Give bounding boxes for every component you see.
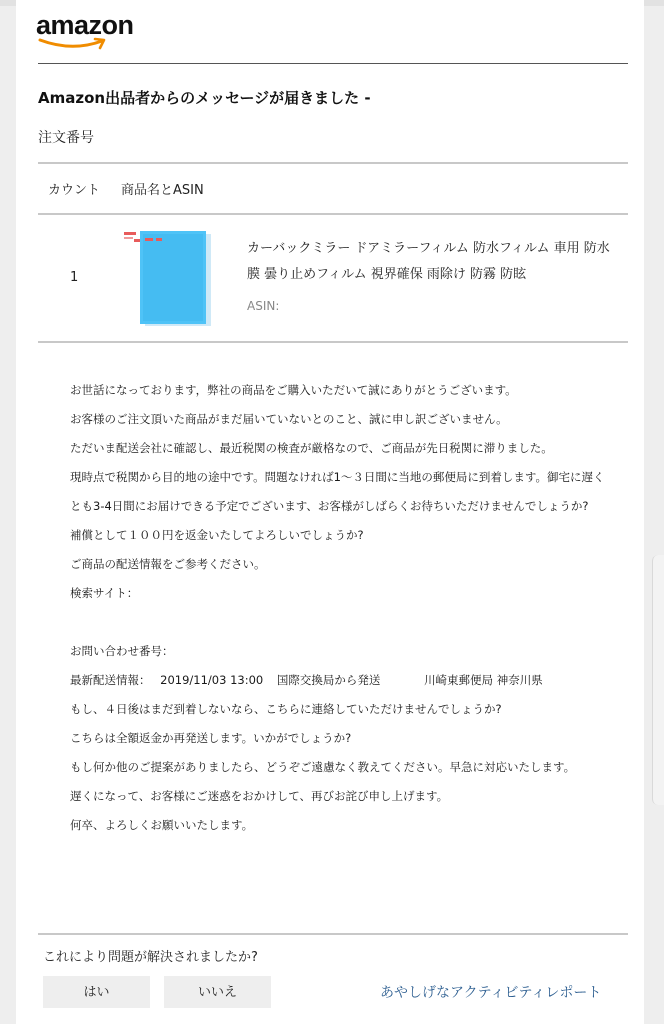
shipping-label: 最新配送情報： [70, 673, 151, 687]
table-header-divider [38, 213, 628, 215]
amazon-smile-arrow-icon [38, 37, 112, 51]
feedback-divider [38, 933, 628, 935]
message-line: 検索サイト： [70, 586, 139, 600]
message-line: 遅くになって、お客様にご迷惑をおかけして、再びお詫び申し上げます。 [70, 789, 449, 803]
product-image[interactable] [119, 225, 215, 329]
message-line: もし何か他のご提案がありましたら、どうぞご遠慮なく教えてください。早急に対応いたします。 [70, 760, 576, 774]
message-page [16, 0, 644, 1024]
logo-text: amazon [36, 10, 134, 40]
message-line: 現時点で税関から目的地の途中です。問題なければ1～３日間に当地の郵便局に到着します。御宅に遅くとも3-4日間にお届けできる予定でございます、お客様がしばらくお待ちいただけませんでしょうか? [70, 470, 605, 513]
scrollbar[interactable] [652, 555, 664, 805]
table-bottom-divider [38, 341, 628, 343]
item-count: 1 [70, 270, 79, 285]
message-line: お世話になっております，弊社の商品をご購入いただいて誠にありがとうございます。 [70, 383, 517, 397]
product-title-link[interactable]: カーバックミラー ドアミラーフィルム 防水フィルム 車用 防水膜 曇り止めフィルム 視界確保 雨除け 防霧 防眩 [247, 241, 610, 282]
seller-message [70, 376, 610, 840]
message-line: こちらは全額返金か再発送します。いかがでしょうか? [70, 731, 352, 745]
shipping-location: 川崎東郵便局 神奈川県 [424, 673, 543, 687]
message-line: お問い合わせ番号： [70, 644, 174, 658]
shipping-status: 国際交換局から発送 [276, 673, 381, 687]
message-line: ご商品の配送情報をご参考ください。 [70, 557, 266, 571]
resolved-question: これにより問題が解決されましたか? [43, 950, 258, 965]
yes-button[interactable]: はい [43, 976, 150, 1008]
message-blank-line [70, 608, 610, 637]
message-line: 何卒、よろしくお願いいたします。 [70, 818, 254, 832]
order-number-label: 注文番号 [38, 130, 94, 146]
message-line: もし、４日後はまだ到着しないなら、こちらに連絡していただけませんでしょうか? [70, 702, 502, 716]
header-divider [38, 63, 628, 64]
column-header-product: 商品名とASIN [121, 183, 204, 198]
shipping-datetime: 2019/11/03 13:00 [160, 673, 264, 687]
page-title: Amazon出品者からのメッセージが届きました - [38, 89, 371, 107]
report-suspicious-activity-link[interactable]: あやしげなアクティビティレポート [380, 985, 602, 1001]
message-line: 補償として１００円を返金いたしてよろしいでしょうか? [70, 528, 364, 542]
column-header-count: カウント [48, 183, 101, 198]
no-button[interactable]: いいえ [164, 976, 271, 1008]
amazon-logo[interactable] [36, 10, 156, 52]
shipping-info-row [70, 666, 610, 695]
message-line: お客様のご注文頂いた商品がまだ届いていないとのこと、誠に申し訳ございません。 [70, 412, 508, 426]
table-top-divider [38, 162, 628, 164]
asin-label: ASIN: [247, 299, 280, 313]
message-line: ただいま配送会社に確認し、最近税関の検査が厳格なので、ご商品が先日税関に滞りました。 [70, 441, 553, 455]
